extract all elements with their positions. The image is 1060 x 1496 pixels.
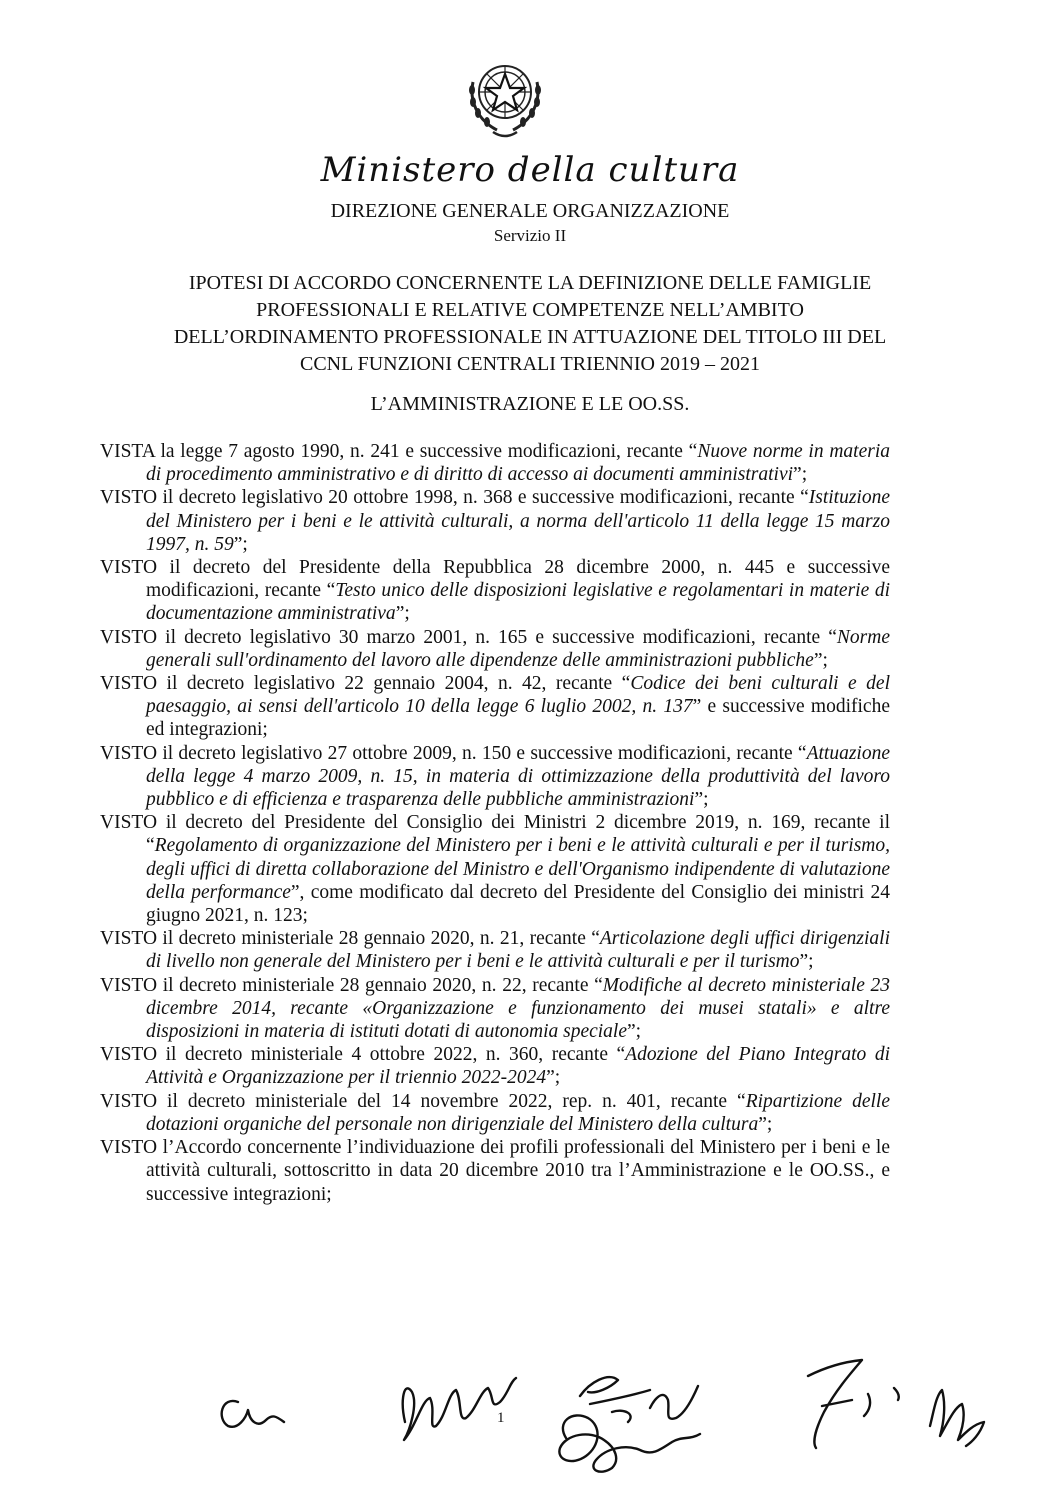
title-line: DELL’ORDINAMENTO PROFESSIONALE IN ATTUAZIONE DEL TITOLO III DEL (173, 326, 887, 348)
signature-2 (403, 1378, 516, 1440)
parties-heading: L’AMMINISTRAZIONE E LE OO.SS. (370, 393, 690, 415)
recital-paragraph: VISTA la legge 7 agosto 1990, n. 241 e successive modificazioni, recante “Nuove norme in materia di procedimento amministrativo e di diritto di accesso ai documenti amministrativi”; (100, 441, 890, 486)
recital-paragraph: VISTO il decreto del Presidente del Consiglio dei Ministri 2 dicembre 2019, n. 169, recante il “Regolamento di organizzazione del Ministero per i beni e le attività culturali e per il turismo, degli uffici di diretta collaborazione del Ministro e dell'Organismo indipendente di valutazione della performance”, come modificato dal decreto del Presidente del Consiglio dei ministri 24 giugno 2021, n. 123; (100, 812, 890, 927)
ministry-name: Ministero della cultura (320, 150, 740, 190)
recital-paragraph: VISTO il decreto legislativo 30 marzo 2001, n. 165 e successive modificazioni, recante “Norme generali sull'ordinamento del lavoro alle dipendenze delle amministrazioni pubbliche”; (100, 626, 890, 671)
title-line: IPOTESI DI ACCORDO CONCERNENTE LA DEFINIZIONE DELLE FAMIGLIE (188, 272, 872, 294)
recital-paragraph: VISTO l’Accordo concernente l’individuazione dei profili professionali del Ministero per i beni e le attività culturali, sottoscritto in data 20 dicembre 2010 tra l’Amministrazione e le OO.SS., e successive integrazioni; (100, 1137, 890, 1205)
recital-paragraph: VISTO il decreto ministeriale 28 gennaio 2020, n. 22, recante “Modifiche al decreto ministeriale 23 dicembre 2014, recante «Organizzazione e funzionamento dei musei statali» e altre disposizioni in materia di istituti dotati di autonomia speciale”; (100, 974, 890, 1043)
page-number: 1 (497, 1410, 505, 1426)
signature-5 (808, 1360, 899, 1448)
title-line: CCNL FUNZIONI CENTRALI TRIENNIO 2019 – 2021 (300, 353, 760, 375)
signature-1 (222, 1401, 284, 1427)
recital-paragraph: VISTO il decreto del Presidente della Repubblica 28 dicembre 2000, n. 445 e successive modificazioni, recante “Testo unico delle disposizioni legislative e regolamentari in materie di documentazione amministrativa”; (100, 557, 891, 625)
signatures-area (0, 1330, 1060, 1496)
department-name: DIREZIONE GENERALE ORGANIZZAZIONE (330, 200, 730, 222)
emblem-of-italy-icon (463, 52, 547, 140)
recital-paragraph: VISTO il decreto ministeriale del 14 novembre 2022, rep. n. 401, recante “Ripartizione delle dotazioni organiche del personale non dirigenziale del Ministero della cultura”; (100, 1090, 890, 1135)
service-name: Servizio II (493, 226, 567, 245)
recital-paragraph: VISTO il decreto legislativo 20 ottobre 1998, n. 368 e successive modificazioni, recante “Istituzione del Ministero per i beni e le attività culturali, a norma dell'articolo 11 della legge 15 marzo 1997, n. 59”; (100, 487, 890, 555)
recitals-list (100, 440, 890, 1206)
title-line: PROFESSIONALI E RELATIVE COMPETENZE NELL’AMBITO (256, 299, 804, 321)
recital-paragraph: VISTO il decreto ministeriale 28 gennaio 2020, n. 21, recante “Articolazione degli uffici dirigenziali di livello non generale del Ministero per i beni e le attività culturali e per il turismo”; (100, 928, 891, 973)
document-title (90, 270, 970, 378)
recital-paragraph: VISTO il decreto legislativo 22 gennaio 2004, n. 42, recante “Codice dei beni culturali e del paesaggio, ai sensi dell'articolo 10 della legge 6 luglio 2002, n. 137” e successive modifiche ed integrazioni; (100, 673, 890, 741)
signature-3 (580, 1377, 698, 1422)
signature-4 (559, 1415, 700, 1471)
signature-6 (930, 1390, 984, 1446)
recital-paragraph: VISTO il decreto ministeriale 4 ottobre 2022, n. 360, recante “Adozione del Piano Integrato di Attività e Organizzazione per il triennio 2022-2024”; (100, 1044, 891, 1089)
recital-paragraph: VISTO il decreto legislativo 27 ottobre 2009, n. 150 e successive modificazioni, recante “Attuazione della legge 4 marzo 2009, n. 15, in materia di ottimizzazione della produttività del lavoro pubblico e di efficienza e trasparenza delle pubbliche amministrazioni”; (100, 742, 890, 811)
